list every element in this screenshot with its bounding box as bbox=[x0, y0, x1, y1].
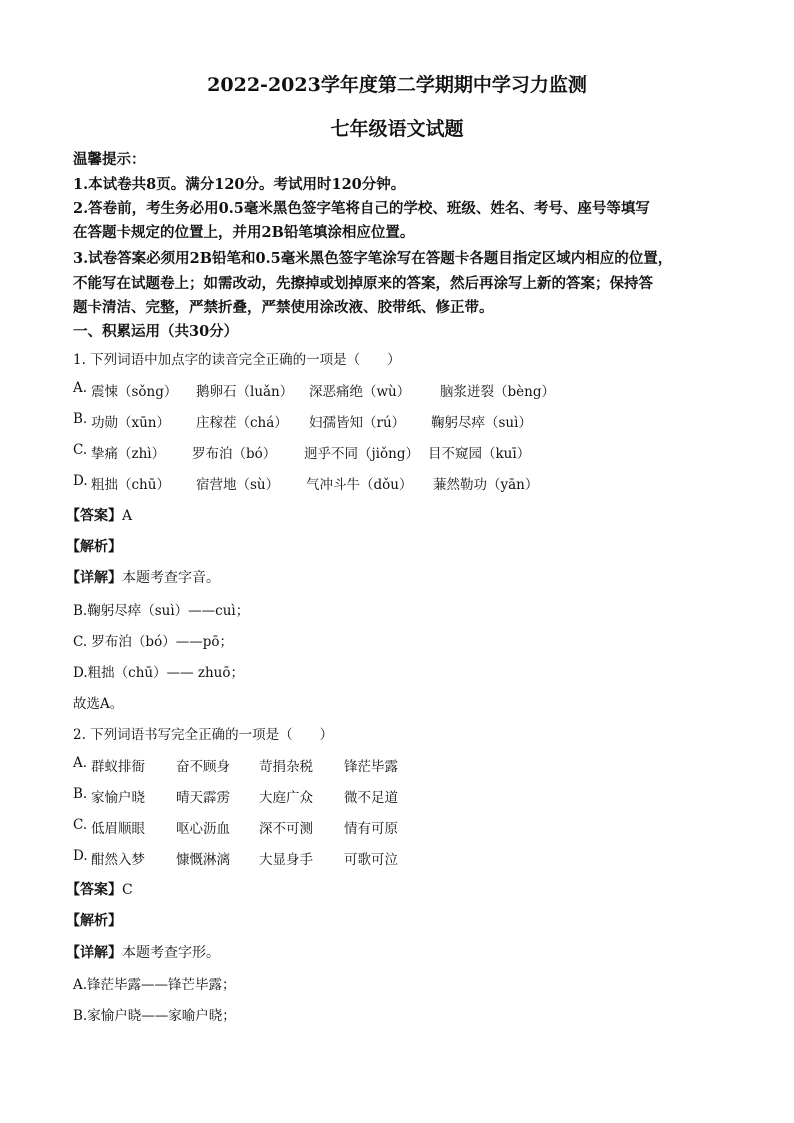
option-label: D. bbox=[73, 473, 88, 489]
notice-line: 题卡清洁、完整，严禁折叠，严禁使用涂改液、胶带纸、修正带。 bbox=[73, 299, 494, 316]
option-label: C. bbox=[73, 442, 88, 458]
notice-line: 2.答卷前，考生务必用0.5毫米黑色签字笔将自己的学校、班级、姓名、考号、座号等填写 bbox=[73, 200, 650, 217]
option-item: 深不可测 bbox=[259, 821, 313, 837]
answer-line bbox=[66, 879, 133, 899]
page-title: 2022-2023学年度第二学期期中学习力监测 bbox=[207, 74, 587, 96]
notice-line: 1.本试卷共8页。满分120分。考试用时120分钟。 bbox=[73, 176, 406, 193]
option-item: 目不窥园（kuī） bbox=[428, 446, 531, 462]
page-subtitle: 七年级语文试题 bbox=[330, 118, 464, 140]
option-item: 粗拙（chū） bbox=[91, 477, 170, 493]
answer-line bbox=[66, 505, 132, 525]
correction-line: B.鞠躬尽瘁（suì）——cuì； bbox=[73, 603, 250, 619]
option-item: 大庭广众 bbox=[259, 790, 313, 806]
notice-heading: 温馨提示： bbox=[73, 151, 146, 168]
conclusion-line: 故选A。 bbox=[73, 696, 124, 712]
option-item: 晴天霹雳 bbox=[176, 790, 230, 806]
detail-line bbox=[66, 567, 220, 587]
option-item: 鞠躬尽瘁（suì） bbox=[431, 415, 532, 431]
option-item: 庄稼茬（chá） bbox=[196, 415, 288, 431]
option-item: 深恶痛绝（wù） bbox=[309, 384, 411, 400]
notice-line: 3.试卷答案必须用2B铅笔和0.5毫米黑色签字笔涂写在答题卡各题目指定区域内相应的位置， bbox=[73, 250, 673, 267]
detail-text: 本题考查字音。 bbox=[122, 570, 220, 586]
option-item: 挚痛（zhì） bbox=[91, 446, 166, 462]
option-item: 奋不顾身 bbox=[176, 759, 230, 775]
option-item: 妇孺皆知（rú） bbox=[309, 415, 406, 431]
option-item: 酣然入梦 bbox=[91, 852, 145, 868]
answer-value: C bbox=[122, 882, 133, 898]
option-item: 气冲斗牛（dǒu） bbox=[306, 477, 413, 493]
option-label: B. bbox=[73, 786, 88, 802]
option-item: 功勋（xūn） bbox=[91, 415, 171, 431]
option-item: 大显身手 bbox=[259, 852, 313, 868]
option-item: 家愉户晓 bbox=[91, 790, 145, 806]
notice-line: 不能写在试题卷上；如需改动，先擦掉或划掉原来的答案，然后再涂写上新的答案；保持答 bbox=[73, 275, 653, 292]
option-item: 脑浆迸裂（bèng） bbox=[440, 384, 555, 400]
section-heading: 一、积累运用（共30分） bbox=[73, 323, 239, 340]
option-item: 震悚（sǒng） bbox=[91, 384, 178, 400]
option-item: 微不足道 bbox=[344, 790, 398, 806]
option-item: 群蚁排衙 bbox=[91, 759, 145, 775]
answer-tag: 【答案】 bbox=[66, 508, 122, 524]
option-label: A. bbox=[73, 755, 88, 771]
option-label: C. bbox=[73, 817, 88, 833]
question-stem: 1. 下列词语中加点字的读音完全正确的一项是（ ） bbox=[73, 352, 401, 368]
option-item: 鹅卵石（luǎn） bbox=[196, 384, 294, 400]
option-label: B. bbox=[73, 411, 88, 427]
analysis-tag: 【解析】 bbox=[66, 913, 122, 929]
option-item: 低眉顺眼 bbox=[91, 821, 145, 837]
option-item: 迥乎不同（jiǒng） bbox=[304, 446, 419, 462]
option-item: 情有可原 bbox=[344, 821, 398, 837]
question-stem: 2. 下列词语书写完全正确的一项是（ ） bbox=[73, 727, 334, 743]
detail-text: 本题考查字形。 bbox=[122, 945, 220, 961]
detail-line bbox=[66, 942, 220, 962]
option-item: 蒹然勒功（yān） bbox=[433, 477, 539, 493]
option-label: A. bbox=[73, 380, 88, 396]
detail-tag: 【详解】 bbox=[66, 945, 122, 961]
correction-line: D.粗拙（chū）—— zhuō； bbox=[73, 665, 245, 681]
option-item: 慷慨淋漓 bbox=[176, 852, 230, 868]
option-item: 呕心沥血 bbox=[176, 821, 230, 837]
analysis-tag: 【解析】 bbox=[66, 539, 122, 555]
answer-value: A bbox=[122, 508, 133, 524]
correction-line: B.家愉户晓——家喻户晓； bbox=[73, 1008, 236, 1024]
option-item: 宿营地（sù） bbox=[196, 477, 280, 493]
detail-tag: 【详解】 bbox=[66, 570, 122, 586]
correction-line: A.锋茫毕露——锋芒毕露； bbox=[73, 977, 236, 993]
option-item: 可歌可泣 bbox=[344, 852, 398, 868]
correction-line: C. 罗布泊（bó）——pō； bbox=[73, 634, 233, 650]
answer-tag: 【答案】 bbox=[66, 882, 122, 898]
option-item: 苛捐杂税 bbox=[259, 759, 313, 775]
option-item: 罗布泊（bó） bbox=[192, 446, 277, 462]
option-item: 锋茫毕露 bbox=[344, 759, 398, 775]
option-label: D. bbox=[73, 848, 88, 864]
notice-line: 在答题卡规定的位置上，并用2B铅笔填涂相应位置。 bbox=[73, 224, 415, 241]
